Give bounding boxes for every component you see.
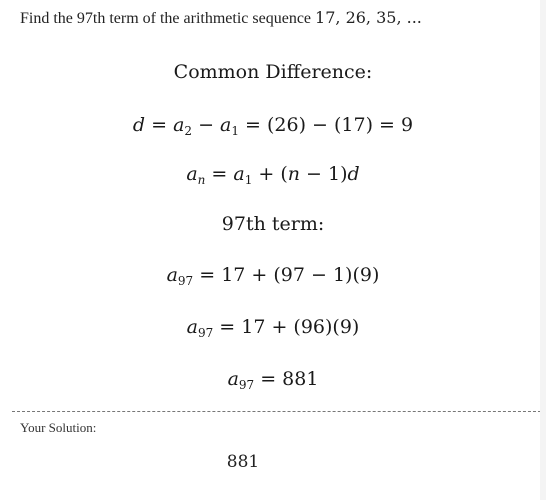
question-sequence: 17, 26, 35, ... — [315, 8, 422, 27]
divider — [12, 411, 546, 412]
solution-label: Your Solution: — [20, 420, 97, 435]
common-difference-heading: Common Difference: — [173, 61, 373, 83]
question-text — [20, 8, 422, 28]
a1-subscript-general: 1 — [244, 173, 253, 187]
a97-symbol: a — [227, 368, 239, 390]
solution-answer: 881 — [226, 452, 260, 472]
a1-symbol-general: a — [233, 163, 245, 185]
term-heading: 97th term: — [221, 213, 325, 235]
a97-subscript: 97 — [177, 274, 194, 288]
a97-subscript: 97 — [238, 378, 255, 392]
a97-symbol: a — [166, 264, 178, 286]
right-edge-shade — [540, 0, 546, 500]
a2-symbol: a — [173, 114, 185, 136]
common-difference-equation: $d = a_2 - a_1 = (26) - (17) = 9$ — [132, 114, 414, 138]
question-prefix: Find the 97th term of the arithmetic sequence — [20, 10, 312, 27]
d-symbol-general: d — [347, 163, 360, 185]
final-value: 881 — [282, 368, 319, 390]
d-value-expression: (26) − (17) = 9 — [267, 114, 414, 136]
simplification-step: $a_{97} = 17 + (96)(9)$ — [186, 316, 360, 340]
a97-subscript: 97 — [197, 326, 214, 340]
a1-symbol: a — [220, 114, 232, 136]
a1-subscript: 1 — [231, 124, 239, 138]
a97-symbol: a — [186, 316, 198, 338]
an-symbol: a — [186, 163, 198, 185]
n-symbol: n — [287, 163, 301, 185]
d-symbol: d — [132, 114, 146, 136]
a2-subscript: 2 — [184, 124, 193, 138]
substitution-expression: 17 + (97 − 1)(9) — [221, 264, 380, 286]
substitution-step: $a_{97} = 17 + (97 - 1)(9)$ — [166, 264, 380, 288]
simplified-expression: 17 + (96)(9) — [241, 316, 360, 338]
general-term-formula: $a_n = a_1 + (n - 1)d$ — [186, 163, 360, 187]
final-step: $a_{97} = 881$ — [227, 368, 319, 392]
an-subscript: n — [197, 173, 206, 187]
